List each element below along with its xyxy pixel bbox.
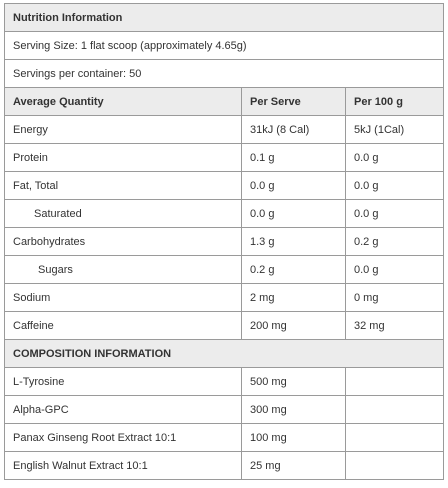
header-average-quantity: Average Quantity — [5, 88, 242, 116]
ingredient-per-serve: 100 mg — [242, 424, 346, 452]
nutrient-per-serve: 0.0 g — [242, 172, 346, 200]
serving-size: Serving Size: 1 flat scoop (approximately 4.65g) — [5, 32, 444, 60]
nutrient-name: Saturated — [5, 200, 242, 228]
composition-row-alpha-gpc — [5, 396, 444, 424]
nutrient-per-100g: 32 mg — [346, 312, 444, 340]
nutrient-row-energy — [5, 116, 444, 144]
nutrient-per-serve: 2 mg — [242, 284, 346, 312]
nutrient-row-saturated — [5, 200, 444, 228]
ingredient-name: Alpha-GPC — [5, 396, 242, 424]
table-title: Nutrition Information — [5, 4, 444, 32]
ingredient-per-100g — [346, 368, 444, 396]
nutrient-per-100g: 0.0 g — [346, 200, 444, 228]
servings-per-container: Servings per container: 50 — [5, 60, 444, 88]
nutrient-per-serve: 31kJ (8 Cal) — [242, 116, 346, 144]
nutrient-per-100g: 0 mg — [346, 284, 444, 312]
nutrient-per-serve: 0.1 g — [242, 144, 346, 172]
composition-row-panax-ginseng — [5, 424, 444, 452]
nutrient-per-serve: 0.2 g — [242, 256, 346, 284]
composition-row-l-tyrosine — [5, 368, 444, 396]
nutrient-row-sugars — [5, 256, 444, 284]
composition-header-row — [5, 340, 444, 368]
nutrient-row-carbohydrates — [5, 228, 444, 256]
nutrient-name: Sugars — [5, 256, 242, 284]
nutrient-per-serve: 200 mg — [242, 312, 346, 340]
nutrient-name: Energy — [5, 116, 242, 144]
header-per-100g: Per 100 g — [346, 88, 444, 116]
nutrient-per-serve: 1.3 g — [242, 228, 346, 256]
ingredient-per-serve: 500 mg — [242, 368, 346, 396]
nutrient-name: Caffeine — [5, 312, 242, 340]
nutrient-row-protein — [5, 144, 444, 172]
nutrient-name: Carbohydrates — [5, 228, 242, 256]
title-row — [5, 4, 444, 32]
header-per-serve: Per Serve — [242, 88, 346, 116]
nutrient-per-100g: 0.0 g — [346, 172, 444, 200]
nutrient-row-caffeine — [5, 312, 444, 340]
nutrient-name: Protein — [5, 144, 242, 172]
ingredient-name: English Walnut Extract 10:1 — [5, 452, 242, 480]
composition-row-english-walnut — [5, 452, 444, 480]
column-header-row — [5, 88, 444, 116]
nutrition-panel — [4, 3, 443, 480]
ingredient-per-100g — [346, 424, 444, 452]
ingredient-per-serve: 300 mg — [242, 396, 346, 424]
nutrient-name: Fat, Total — [5, 172, 242, 200]
serving-size-row — [5, 32, 444, 60]
ingredient-name: Panax Ginseng Root Extract 10:1 — [5, 424, 242, 452]
nutrient-per-serve: 0.0 g — [242, 200, 346, 228]
servings-per-container-row — [5, 60, 444, 88]
composition-title: COMPOSITION INFORMATION — [5, 340, 444, 368]
nutrient-per-100g: 0.0 g — [346, 256, 444, 284]
nutrient-name: Sodium — [5, 284, 242, 312]
nutrient-row-fat-total — [5, 172, 444, 200]
nutrient-row-sodium — [5, 284, 444, 312]
ingredient-name: L-Tyrosine — [5, 368, 242, 396]
ingredient-per-100g — [346, 396, 444, 424]
ingredient-per-serve: 25 mg — [242, 452, 346, 480]
nutrient-per-100g: 0.0 g — [346, 144, 444, 172]
nutrient-per-100g: 0.2 g — [346, 228, 444, 256]
ingredient-per-100g — [346, 452, 444, 480]
nutrient-per-100g: 5kJ (1Cal) — [346, 116, 444, 144]
nutrition-table — [4, 3, 444, 480]
